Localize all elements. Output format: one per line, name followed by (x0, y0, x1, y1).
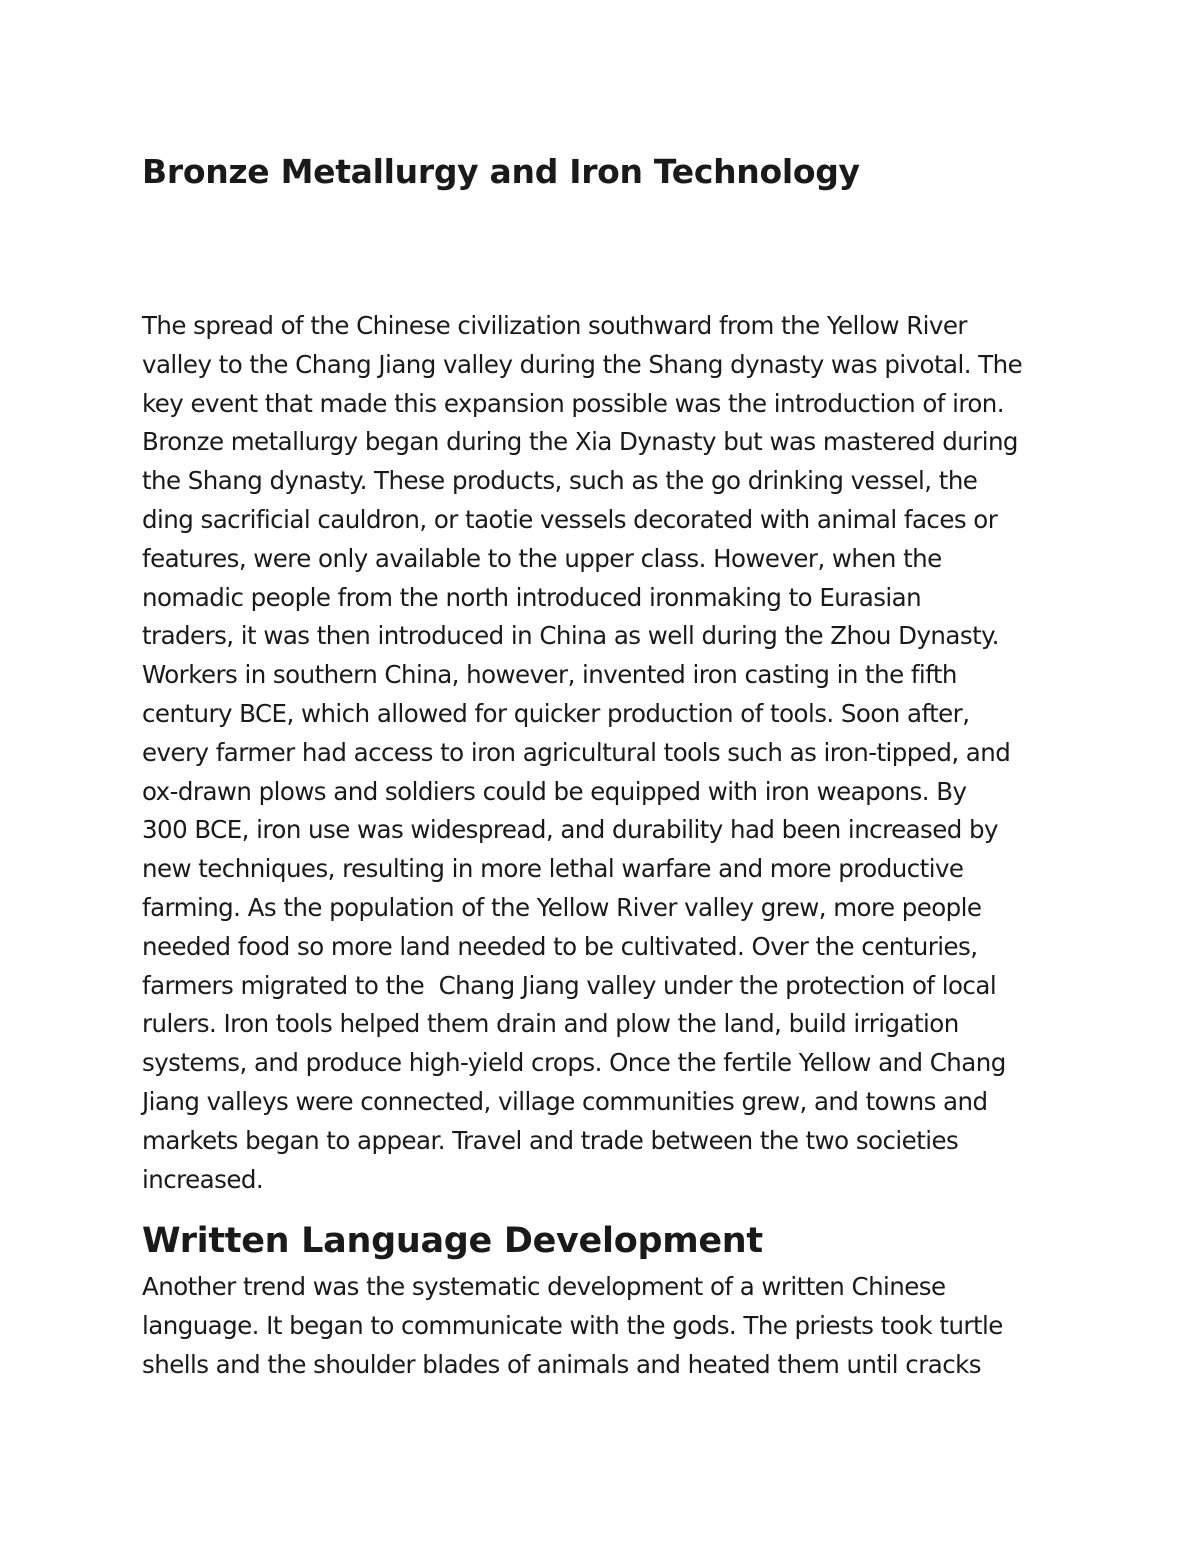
paragraph-line: markets began to appear. Travel and trade between the two societies (142, 1125, 959, 1155)
paragraph-line: ox-drawn plows and soldiers could be equipped with iron weapons. By (142, 776, 967, 806)
paragraph-line: traders, it was then introduced in China as well during the Zhou Dynasty. (142, 621, 999, 651)
paragraph-line: The spread of the Chinese civilization southward from the Yellow River (142, 311, 967, 340)
paragraph-line: Another trend was the systematic development of a written Chinese (142, 1272, 946, 1301)
paragraph-line: systems, and produce high-yield crops. Once the fertile Yellow and Chang (142, 1048, 1006, 1078)
paragraph-line: 300 BCE, iron use was widespread, and durability had been increased by (142, 815, 998, 845)
paragraph-line: increased. (142, 1164, 264, 1194)
section-body-written-language (142, 1268, 1003, 1384)
paragraph-line: farming. As the population of the Yellow River valley grew, more people (142, 892, 982, 922)
paragraph-line: century BCE, which allowed for quicker production of tools. Soon after, (142, 698, 970, 728)
paragraph-line: ding sacrificial cauldron, or taotie vessels decorated with animal faces or (142, 504, 998, 534)
paragraph-line: farmers migrated to the Chang Jiang valley under the protection of local (142, 970, 997, 1000)
paragraph-line: needed food so more land needed to be cultivated. Over the centuries, (142, 931, 978, 961)
paragraph-line: every farmer had access to iron agricultural tools such as iron-tipped, and (142, 737, 1011, 767)
paragraph-line: Jiang valleys were connected, village communities grew, and towns and (142, 1086, 988, 1116)
paragraph-line: valley to the Chang Jiang valley during the Shang dynasty was pivotal. The (142, 349, 1023, 379)
paragraph-line: new techniques, resulting in more lethal warfare and more productive (142, 854, 964, 884)
paragraph-line: the Shang dynasty. These products, such as the go drinking vessel, the (142, 466, 978, 496)
section-heading-written-language: Written Language Development (142, 1221, 763, 1261)
paragraph-line: Bronze metallurgy began during the Xia Dynasty but was mastered during (142, 427, 1018, 457)
paragraph-line: key event that made this expansion possible was the introduction of iron. (142, 388, 1005, 418)
paragraph-line: nomadic people from the north introduced ironmaking to Eurasian (142, 582, 922, 612)
paragraph-line: Workers in southern China, however, invented iron casting in the fifth (142, 660, 957, 690)
section-body-bronze-iron (142, 307, 1022, 1199)
paragraph-line: language. It began to communicate with the gods. The priests took turtle (142, 1310, 1003, 1340)
paragraph-line: features, were only available to the upper class. However, when the (142, 543, 942, 573)
paragraph-line: shells and the shoulder blades of animals and heated them until cracks (142, 1349, 981, 1379)
section-heading-bronze-iron: Bronze Metallurgy and Iron Technology (142, 152, 860, 191)
paragraph-line: rulers. Iron tools helped them drain and plow the land, build irrigation (142, 1009, 959, 1039)
